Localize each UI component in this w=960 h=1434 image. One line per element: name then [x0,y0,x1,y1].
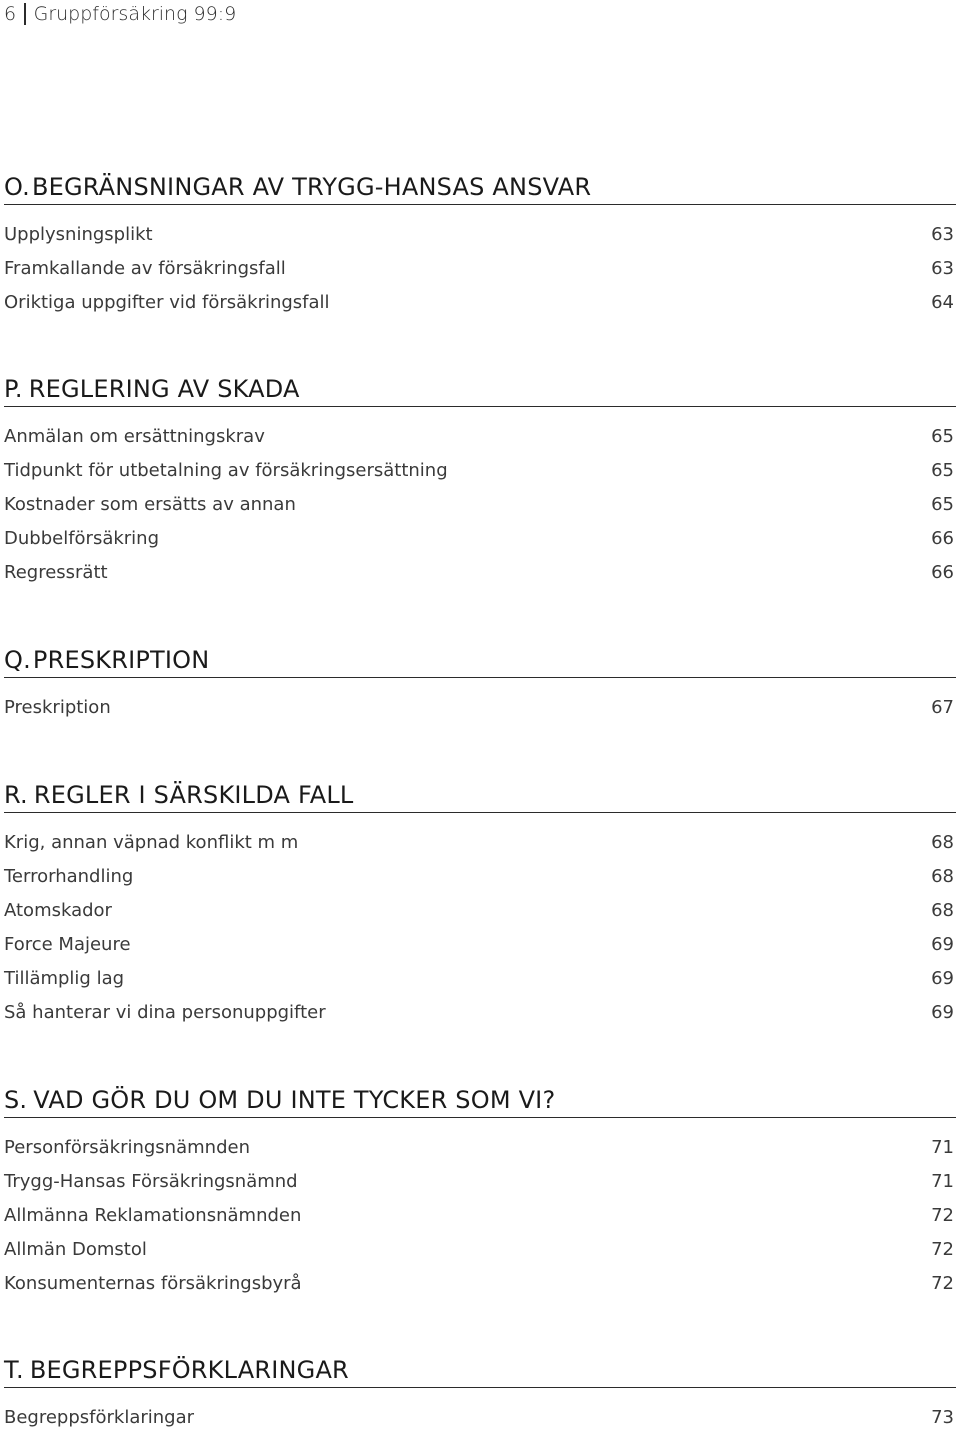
entry-page: 66 [931,561,954,583]
entry-label: Tillämplig lag [4,967,125,989]
entry-label: Oriktiga uppgifter vid försäkringsfall [4,291,330,313]
entry-page: 63 [931,223,954,245]
section-title: VAD GÖR DU OM DU INTE TYCKER SOM VI? [33,1086,556,1114]
section-letter: P. [4,375,23,403]
section-title: BEGREPPSFÖRKLARINGAR [29,1356,349,1384]
toc-entries [4,1400,956,1434]
toc-entry[interactable] [4,487,956,521]
entry-label: Upplysningsplikt [4,223,153,245]
toc-entry[interactable] [4,690,956,724]
header-divider [24,3,26,25]
entry-label: Begreppsförklaringar [4,1406,195,1428]
section-title: BEGRÄNSNINGAR AV TRYGG-HANSAS ANSVAR [31,173,592,201]
section-title: REGLER I SÄRSKILDA FALL [33,781,354,809]
page-number: 6 [4,3,17,25]
entry-label: Kostnader som ersätts av annan [4,493,296,515]
toc-entry[interactable] [4,419,956,453]
toc-entry[interactable] [4,1130,956,1164]
toc-entry[interactable] [4,1164,956,1198]
entry-label: Allmän Domstol [4,1238,147,1260]
toc-entry[interactable] [4,995,956,1029]
page-header [4,2,236,26]
toc-entries [4,419,956,589]
entry-page: 68 [931,831,954,853]
entry-page: 67 [931,696,954,718]
toc-entry[interactable] [4,893,956,927]
entry-label: Regressrätt [4,561,108,583]
entry-page: 63 [931,257,954,279]
entry-label: Så hanterar vi dina personuppgifter [4,1001,326,1023]
toc-entry[interactable] [4,217,956,251]
section-heading [4,172,956,205]
toc-entry[interactable] [4,1266,956,1300]
entry-page: 65 [931,459,954,481]
entry-label: Atomskador [4,899,112,921]
entry-page: 68 [931,899,954,921]
entry-label: Anmälan om ersättningskrav [4,425,265,447]
toc-entry[interactable] [4,961,956,995]
section-letter: R. [4,781,28,809]
section-heading [4,1085,956,1118]
toc-entry[interactable] [4,453,956,487]
document-title: Gruppförsäkring 99:9 [33,3,237,25]
toc-entries [4,825,956,1029]
toc-entries [4,690,956,724]
entry-label: Krig, annan väpnad konflikt m m [4,831,299,853]
entry-page: 69 [931,967,954,989]
entry-label: Force Majeure [4,933,131,955]
toc-entry[interactable] [4,1400,956,1434]
toc-section-s [4,1085,956,1300]
toc-entry[interactable] [4,555,956,589]
entry-label: Dubbelförsäkring [4,527,160,549]
section-title: PRESKRIPTION [32,646,210,674]
entry-label: Terrorhandling [4,865,134,887]
toc-entries [4,217,956,319]
entry-label: Trygg-Hansas Försäkringsnämnd [4,1170,298,1192]
section-letter: O. [4,173,30,201]
entry-label: Personförsäkringsnämnden [4,1136,250,1158]
toc-section-p [4,374,956,589]
toc-entries [4,1130,956,1300]
toc-entry[interactable] [4,859,956,893]
section-title: REGLERING AV SKADA [28,375,300,403]
section-letter: Q. [4,646,31,674]
toc-entry[interactable] [4,1198,956,1232]
entry-page: 69 [931,933,954,955]
entry-page: 66 [931,527,954,549]
entry-label: Tidpunkt för utbetalning av försäkringsersättning [4,459,448,481]
section-heading [4,780,956,813]
entry-page: 71 [931,1136,954,1158]
section-heading [4,374,956,407]
section-letter: T. [4,1356,24,1384]
entry-page: 71 [931,1170,954,1192]
section-letter: S. [4,1086,28,1114]
toc-entry[interactable] [4,825,956,859]
toc-entry[interactable] [4,251,956,285]
section-heading [4,1355,956,1388]
toc-entry[interactable] [4,285,956,319]
entry-page: 72 [931,1272,954,1294]
toc-entry[interactable] [4,521,956,555]
entry-page: 65 [931,425,954,447]
section-heading [4,645,956,678]
entry-page: 69 [931,1001,954,1023]
toc-section-q [4,645,956,724]
entry-page: 64 [931,291,954,313]
entry-page: 68 [931,865,954,887]
entry-page: 72 [931,1238,954,1260]
entry-page: 72 [931,1204,954,1226]
toc-section-r [4,780,956,1029]
entry-label: Preskription [4,696,111,718]
entry-label: Allmänna Reklamationsnämnden [4,1204,302,1226]
toc-section-t [4,1355,956,1434]
entry-label: Konsumenternas försäkringsbyrå [4,1272,302,1294]
entry-page: 65 [931,493,954,515]
entry-label: Framkallande av försäkringsfall [4,257,286,279]
toc-section-o [4,172,956,319]
entry-page: 73 [931,1406,954,1428]
toc-entry[interactable] [4,927,956,961]
toc-entry[interactable] [4,1232,956,1266]
